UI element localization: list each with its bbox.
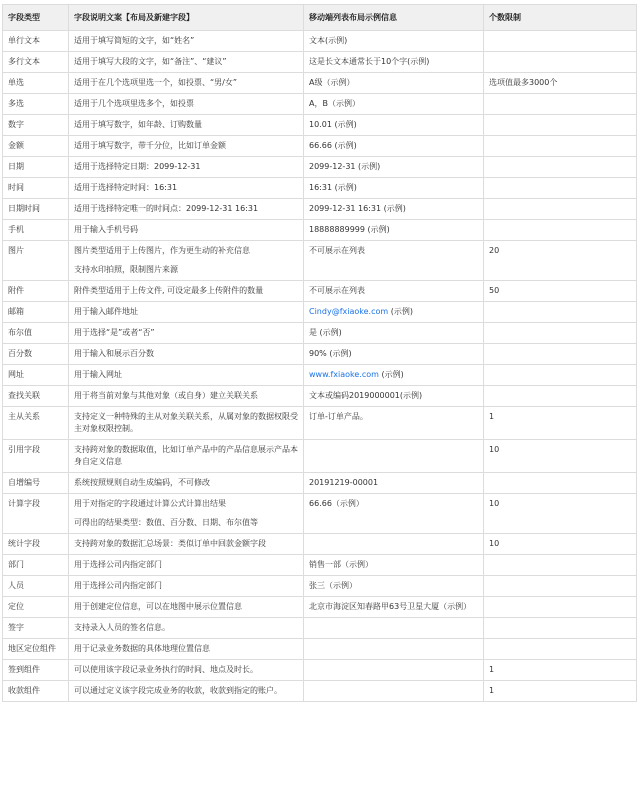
cell-field-type: 收款组件 xyxy=(3,681,69,702)
cell-field-type: 人员 xyxy=(3,576,69,597)
cell-field-type: 图片 xyxy=(3,241,69,281)
cell-count-limit xyxy=(484,344,637,365)
description-line: 支持跨对象的数据取值，比如订单产品中的产品信息展示产品本身自定义信息 xyxy=(74,445,298,466)
cell-field-description xyxy=(69,576,304,597)
cell-field-description xyxy=(69,323,304,344)
table-row xyxy=(3,241,637,281)
field-types-table xyxy=(2,4,637,702)
table-row xyxy=(3,681,637,702)
table-row xyxy=(3,136,637,157)
cell-count-limit xyxy=(484,365,637,386)
cell-mobile-example: 订单-订单产品。 xyxy=(304,407,484,440)
cell-field-description xyxy=(69,681,304,702)
cell-mobile-example: 销售一部（示例） xyxy=(304,555,484,576)
description-line: 适用于填写数字，带千分位，比如订单金额 xyxy=(74,141,226,150)
description-line: 系统按照规则自动生成编码，不可修改 xyxy=(74,478,210,487)
cell-field-type: 日期 xyxy=(3,157,69,178)
cell-field-description xyxy=(69,94,304,115)
cell-mobile-example: 20191219-00001 xyxy=(304,473,484,494)
table-row xyxy=(3,115,637,136)
description-line: 可以通过定义该字段完成业务的收款，收款到指定的账户。 xyxy=(74,686,282,695)
cell-mobile-example: 北京市海淀区知春路甲63号卫星大厦（示例） xyxy=(304,597,484,618)
description-line: 支持定义一种特殊的主从对象关联关系，从属对象的数据权限受主对象权限控制。 xyxy=(74,412,298,433)
cell-field-description xyxy=(69,220,304,241)
table-row xyxy=(3,31,637,52)
cell-count-limit xyxy=(484,639,637,660)
example-suffix: (示例) xyxy=(378,370,404,379)
cell-field-type: 计算字段 xyxy=(3,494,69,534)
cell-mobile-example: 66.66（示例） xyxy=(304,494,484,534)
cell-mobile-example: 是 (示例) xyxy=(304,323,484,344)
table-row xyxy=(3,323,637,344)
cell-field-description xyxy=(69,73,304,94)
table-row xyxy=(3,199,637,220)
cell-field-type: 金额 xyxy=(3,136,69,157)
table-row xyxy=(3,302,637,323)
table-row xyxy=(3,618,637,639)
table-row xyxy=(3,73,637,94)
cell-mobile-example: 不可展示在列表 xyxy=(304,281,484,302)
table-row xyxy=(3,344,637,365)
cell-count-limit: 10 xyxy=(484,440,637,473)
cell-count-limit xyxy=(484,157,637,178)
table-row xyxy=(3,440,637,473)
cell-field-description xyxy=(69,302,304,323)
cell-count-limit xyxy=(484,302,637,323)
cell-field-type: 单选 xyxy=(3,73,69,94)
cell-mobile-example: 10.01 (示例) xyxy=(304,115,484,136)
table-row xyxy=(3,597,637,618)
cell-field-description xyxy=(69,344,304,365)
cell-count-limit xyxy=(484,199,637,220)
cell-field-description xyxy=(69,178,304,199)
description-line: 适用于选择特定时间：16:31 xyxy=(74,183,178,192)
table-row xyxy=(3,473,637,494)
cell-field-description xyxy=(69,618,304,639)
cell-field-description xyxy=(69,241,304,281)
table-row xyxy=(3,534,637,555)
cell-field-description xyxy=(69,407,304,440)
description-line: 支持跨对象的数据汇总场景：类似订单中回款金额字段 xyxy=(74,539,266,548)
cell-count-limit: 1 xyxy=(484,660,637,681)
cell-mobile-example: 文本或编码2019000001(示例) xyxy=(304,386,484,407)
cell-mobile-example: A，B（示例） xyxy=(304,94,484,115)
cell-count-limit xyxy=(484,597,637,618)
cell-count-limit xyxy=(484,220,637,241)
cell-count-limit xyxy=(484,31,637,52)
table-row xyxy=(3,220,637,241)
cell-mobile-example xyxy=(304,302,484,323)
cell-field-type: 布尔值 xyxy=(3,323,69,344)
cell-field-type: 地区定位组件 xyxy=(3,639,69,660)
cell-field-type: 多行文本 xyxy=(3,52,69,73)
cell-mobile-example xyxy=(304,660,484,681)
cell-field-description xyxy=(69,639,304,660)
cell-mobile-example xyxy=(304,440,484,473)
cell-field-type: 引用字段 xyxy=(3,440,69,473)
cell-count-limit: 1 xyxy=(484,407,637,440)
table-row xyxy=(3,639,637,660)
description-line: 用于输入和展示百分数 xyxy=(74,349,154,358)
cell-field-description xyxy=(69,199,304,220)
cell-count-limit xyxy=(484,618,637,639)
cell-field-description xyxy=(69,52,304,73)
description-line: 支持水印拍照，限制图片来源 xyxy=(74,265,178,274)
cell-field-type: 签字 xyxy=(3,618,69,639)
cell-field-type: 网址 xyxy=(3,365,69,386)
description-line: 用于选择公司内指定部门 xyxy=(74,581,162,590)
cell-mobile-example: 18888889999 (示例) xyxy=(304,220,484,241)
header-count-limit: 个数限制 xyxy=(484,5,637,31)
table-row xyxy=(3,576,637,597)
cell-field-type: 手机 xyxy=(3,220,69,241)
description-line: 用于选择公司内指定部门 xyxy=(74,560,162,569)
cell-count-limit: 50 xyxy=(484,281,637,302)
cell-mobile-example: 66.66 (示例) xyxy=(304,136,484,157)
cell-field-type: 统计字段 xyxy=(3,534,69,555)
header-field-description: 字段说明文案【布局及新建字段】 xyxy=(69,5,304,31)
table-row xyxy=(3,494,637,534)
description-line: 适用于在几个选项里选一个，如投票、“男/女” xyxy=(74,78,237,87)
table-header-row xyxy=(3,5,637,31)
cell-mobile-example: 16:31 (示例) xyxy=(304,178,484,199)
cell-field-description xyxy=(69,597,304,618)
description-line: 可得出的结果类型：数值、百分数、日期、布尔值等 xyxy=(74,518,258,527)
description-line: 附件类型适用于上传文件, 可设定最多上传附件的数量 xyxy=(74,286,264,295)
cell-field-description xyxy=(69,31,304,52)
description-line: 用于输入邮件地址 xyxy=(74,307,138,316)
description-line: 用于输入网址 xyxy=(74,370,122,379)
cell-field-type: 签到组件 xyxy=(3,660,69,681)
cell-field-description xyxy=(69,473,304,494)
cell-mobile-example: 2099-12-31 (示例) xyxy=(304,157,484,178)
cell-mobile-example xyxy=(304,534,484,555)
cell-field-description xyxy=(69,386,304,407)
example-link[interactable]: Cindy@fxiaoke.com xyxy=(309,307,389,316)
cell-field-type: 日期时间 xyxy=(3,199,69,220)
description-line: 适用于选择特定日期：2099-12-31 xyxy=(74,162,201,171)
description-line: 适用于填写简短的文字，如“姓名” xyxy=(74,36,195,45)
header-mobile-example: 移动端列表布局示例信息 xyxy=(304,5,484,31)
description-line: 图片类型适用于上传图片，作为更生动的补充信息 xyxy=(74,246,250,255)
cell-field-type: 百分数 xyxy=(3,344,69,365)
cell-mobile-example xyxy=(304,681,484,702)
description-line: 适用于几个选项里选多个，如投票 xyxy=(74,99,194,108)
description-line: 支持录入人员的签名信息。 xyxy=(74,623,170,632)
cell-mobile-example xyxy=(304,639,484,660)
cell-count-limit: 10 xyxy=(484,534,637,555)
table-row xyxy=(3,407,637,440)
cell-mobile-example xyxy=(304,365,484,386)
cell-field-type: 时间 xyxy=(3,178,69,199)
cell-count-limit xyxy=(484,94,637,115)
cell-field-type: 主从关系 xyxy=(3,407,69,440)
cell-mobile-example: 2099-12-31 16:31 (示例) xyxy=(304,199,484,220)
cell-field-type: 查找关联 xyxy=(3,386,69,407)
description-line: 用于对指定的字段通过计算公式计算出结果 xyxy=(74,499,226,508)
description-line: 适用于填写数字，如年龄、订购数量 xyxy=(74,120,202,129)
cell-field-type: 定位 xyxy=(3,597,69,618)
cell-field-description xyxy=(69,440,304,473)
cell-count-limit: 1 xyxy=(484,681,637,702)
cell-field-description xyxy=(69,494,304,534)
header-field-type: 字段类型 xyxy=(3,5,69,31)
cell-mobile-example: 不可展示在列表 xyxy=(304,241,484,281)
table-row xyxy=(3,157,637,178)
cell-mobile-example: 90% (示例) xyxy=(304,344,484,365)
field-types-table-container xyxy=(0,4,640,702)
description-line: 用于选择“是”或者“否” xyxy=(74,328,155,337)
cell-field-type: 部门 xyxy=(3,555,69,576)
example-link[interactable]: www.fxiaoke.com xyxy=(309,370,379,379)
cell-mobile-example: 张三（示例） xyxy=(304,576,484,597)
description-line: 用于将当前对象与其他对象（或自身）建立关联关系 xyxy=(74,391,258,400)
cell-field-type: 多选 xyxy=(3,94,69,115)
cell-count-limit: 10 xyxy=(484,494,637,534)
description-line: 用于输入手机号码 xyxy=(74,225,138,234)
cell-count-limit: 选项值最多3000个 xyxy=(484,73,637,94)
table-row xyxy=(3,555,637,576)
cell-field-description xyxy=(69,136,304,157)
cell-field-type: 单行文本 xyxy=(3,31,69,52)
cell-field-description xyxy=(69,157,304,178)
cell-field-description xyxy=(69,115,304,136)
cell-count-limit xyxy=(484,576,637,597)
cell-count-limit xyxy=(484,178,637,199)
description-line: 可以使用该字段记录业务执行的时间、地点及时长。 xyxy=(74,665,258,674)
cell-mobile-example: 文本(示例) xyxy=(304,31,484,52)
cell-count-limit xyxy=(484,473,637,494)
cell-count-limit: 20 xyxy=(484,241,637,281)
cell-count-limit xyxy=(484,555,637,576)
cell-field-description xyxy=(69,281,304,302)
table-row xyxy=(3,365,637,386)
cell-field-type: 邮箱 xyxy=(3,302,69,323)
cell-field-type: 自增编号 xyxy=(3,473,69,494)
cell-field-description xyxy=(69,365,304,386)
description-line: 适用于填写大段的文字，如“备注”、“建议” xyxy=(74,57,227,66)
description-line: 用于创建定位信息，可以在地图中展示位置信息 xyxy=(74,602,242,611)
table-row xyxy=(3,660,637,681)
cell-field-description xyxy=(69,660,304,681)
description-line: 适用于选择特定唯一的时间点：2099-12-31 16:31 xyxy=(74,204,259,213)
cell-field-type: 数字 xyxy=(3,115,69,136)
cell-count-limit xyxy=(484,136,637,157)
cell-mobile-example: A级（示例） xyxy=(304,73,484,94)
cell-count-limit xyxy=(484,323,637,344)
cell-field-description xyxy=(69,534,304,555)
cell-count-limit xyxy=(484,52,637,73)
table-row xyxy=(3,178,637,199)
cell-field-description xyxy=(69,555,304,576)
description-line: 用于记录业务数据的具体地理位置信息 xyxy=(74,644,210,653)
cell-count-limit xyxy=(484,115,637,136)
table-row xyxy=(3,94,637,115)
cell-mobile-example: 这是长文本通常长于10个字(示例) xyxy=(304,52,484,73)
table-row xyxy=(3,386,637,407)
cell-field-type: 附件 xyxy=(3,281,69,302)
table-row xyxy=(3,281,637,302)
table-row xyxy=(3,52,637,73)
cell-count-limit xyxy=(484,386,637,407)
cell-mobile-example xyxy=(304,618,484,639)
example-suffix: (示例) xyxy=(388,307,413,316)
